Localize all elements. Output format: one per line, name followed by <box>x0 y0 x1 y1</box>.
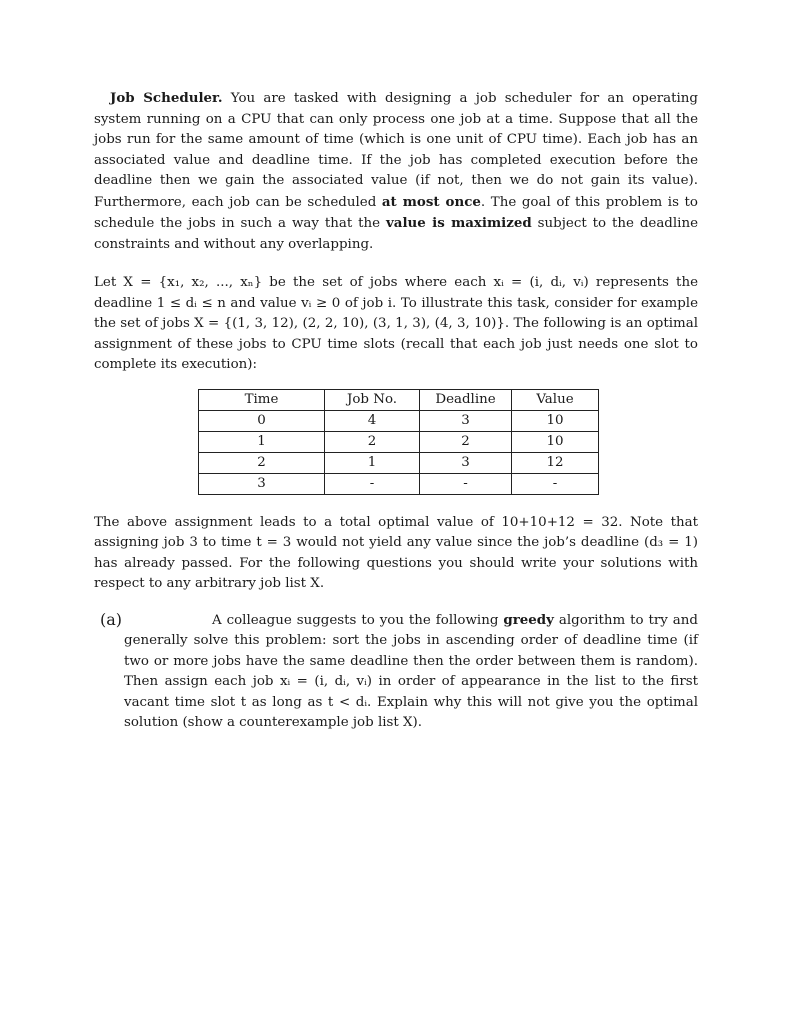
cell-job: 2 <box>325 431 420 452</box>
schedule-table <box>198 389 599 495</box>
table-row <box>199 452 599 473</box>
problem-title: Job Scheduler. <box>110 90 223 106</box>
document-page <box>94 88 698 734</box>
cell-value: 10 <box>512 431 599 452</box>
question-a <box>94 610 698 734</box>
header-value: Value <box>512 389 599 410</box>
header-time: Time <box>199 389 325 410</box>
emphasis-at-most-once: at most once <box>381 193 481 210</box>
question-a-label: (a) <box>100 609 123 629</box>
question-a-text: A colleague suggests to you the following greedy algorithm to try and generally solve this problem: sort the jobs in ascending order of deadline time (if two or more jobs have the same deadline then the order between them is random). Then assign each job xᵢ = (i, dᵢ, vᵢ) in order of appearance in the list to the first vacant time slot t as long as t < dᵢ. Explain why this will not give you the optimal solution (show a counterexample job list X). <box>124 611 698 730</box>
cell-value: 12 <box>512 452 599 473</box>
definition-paragraph: Let X = {x₁, x₂, ..., xₙ} be the set of jobs where each xᵢ = (i, dᵢ, vᵢ) represents the deadline 1 ≤ dᵢ ≤ n and value vᵢ ≥ 0 of job i. To illustrate this task, consider for example the set of jobs X = {(1, 3, 12), (2, 2, 10), (3, 1, 3), (4, 3, 10)}. The following is an optimal assignment of these jobs to CPU time slots (recall that each job just needs one slot to complete its execution): <box>94 275 698 372</box>
cell-deadline: 3 <box>420 452 512 473</box>
cell-time: 1 <box>199 431 325 452</box>
cell-time: 0 <box>199 410 325 431</box>
table-row <box>199 473 599 494</box>
cell-deadline: 3 <box>420 410 512 431</box>
table-row <box>199 431 599 452</box>
cell-time: 3 <box>199 473 325 494</box>
emphasis-greedy: greedy <box>503 611 554 628</box>
cell-job: 4 <box>325 410 420 431</box>
cell-job: - <box>325 473 420 494</box>
cell-job: 1 <box>325 452 420 473</box>
cell-value: 10 <box>512 410 599 431</box>
cell-deadline: - <box>420 473 512 494</box>
table-row <box>199 410 599 431</box>
cell-time: 2 <box>199 452 325 473</box>
header-job-no: Job No. <box>325 389 420 410</box>
cell-value: - <box>512 473 599 494</box>
table-header-row <box>199 389 599 410</box>
emphasis-value-maximized: value is maximized <box>386 215 532 231</box>
intro-paragraph: Job Scheduler. You are tasked with designing a job scheduler for an operating system running on a CPU that can only process one job at a time. Suppose that all the jobs run for the same amount of time (which is one unit of CPU time). Each job has an associated value and deadline time. If the job has completed execution before the deadline then we gain the associated value (if not, then we do not gain its value). Furthermore, each job can be scheduled at most once. The goal of this problem is to schedule the jobs in such a way that the value is maximized subject to the deadline constraints and without any overlapping. <box>94 90 698 252</box>
result-paragraph: The above assignment leads to a total optimal value of 10+10+12 = 32. Note that assigning job 3 to time t = 3 would not yield any value since the job’s deadline (d₃ = 1) has already passed. For the following questions you should write your solutions with respect to any arbitrary job list X. <box>94 514 698 591</box>
header-deadline: Deadline <box>420 389 512 410</box>
cell-deadline: 2 <box>420 431 512 452</box>
